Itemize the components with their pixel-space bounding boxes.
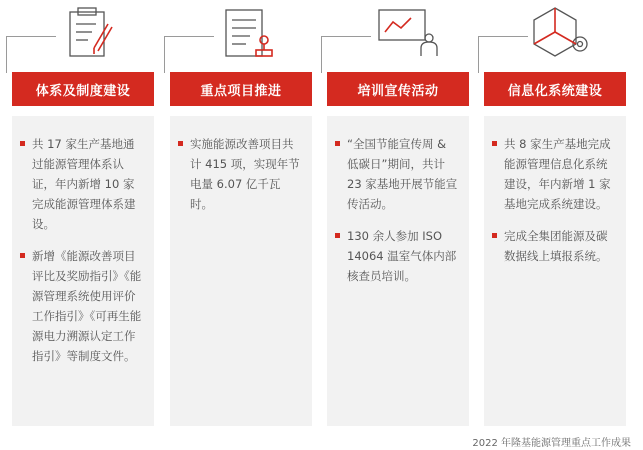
bullet-icon [335, 233, 340, 238]
list-item-text: 实施能源改善项目共计 415 项，实现年节电量 6.07 亿千瓦时。 [190, 137, 300, 211]
list-item [12, 134, 154, 234]
list-item-text: 130 余人参加 ISO 14064 温室气体内部核查员培训。 [347, 229, 457, 283]
column-title: 信息化系统建设 [484, 72, 626, 106]
list-item [327, 134, 469, 214]
list-item-text: “全国节能宣传周 & 低碳日”期间，共计 23 家基地开展节能宣传活动。 [347, 137, 458, 211]
column-card [484, 116, 626, 426]
list-item [170, 134, 312, 214]
list-item [484, 226, 626, 266]
clipboard-pen-icon [12, 0, 154, 70]
column-title: 重点项目推进 [170, 72, 312, 106]
list-item-text: 新增《能源改善项目评比及奖励指引》《能源管理系统使用评价工作指引》《可再生能源电力溯源认定工作指引》等制度文件。 [32, 249, 142, 363]
bullet-icon [492, 141, 497, 146]
bullet-icon [20, 141, 25, 146]
column-title: 培训宣传活动 [327, 72, 469, 106]
list-item-text: 共 8 家生产基地完成能源管理信息化系统建设，年内新增 1 家基地完成系统建设。 [504, 137, 611, 211]
column-card [12, 116, 154, 426]
bullet-icon [20, 253, 25, 258]
list-item-text: 完成全集团能源及碳数据线上填报系统。 [504, 229, 608, 263]
hexagon-gear-icon [484, 0, 626, 70]
presentation-board-icon [327, 0, 469, 70]
bullet-icon [335, 141, 340, 146]
column-title: 体系及制度建设 [12, 72, 154, 106]
column-card [327, 116, 469, 426]
list-item [12, 246, 154, 366]
footer-caption: 2022 年隆基能源管理重点工作成果 [472, 438, 631, 449]
list-item-text: 共 17 家生产基地通过能源管理体系认证，年内新增 10 家完成能源管理体系建设。 [32, 137, 136, 231]
bullet-icon [178, 141, 183, 146]
column-card [170, 116, 312, 426]
bullet-icon [492, 233, 497, 238]
list-item [327, 226, 469, 286]
list-item [484, 134, 626, 214]
document-stamp-icon [170, 0, 312, 70]
